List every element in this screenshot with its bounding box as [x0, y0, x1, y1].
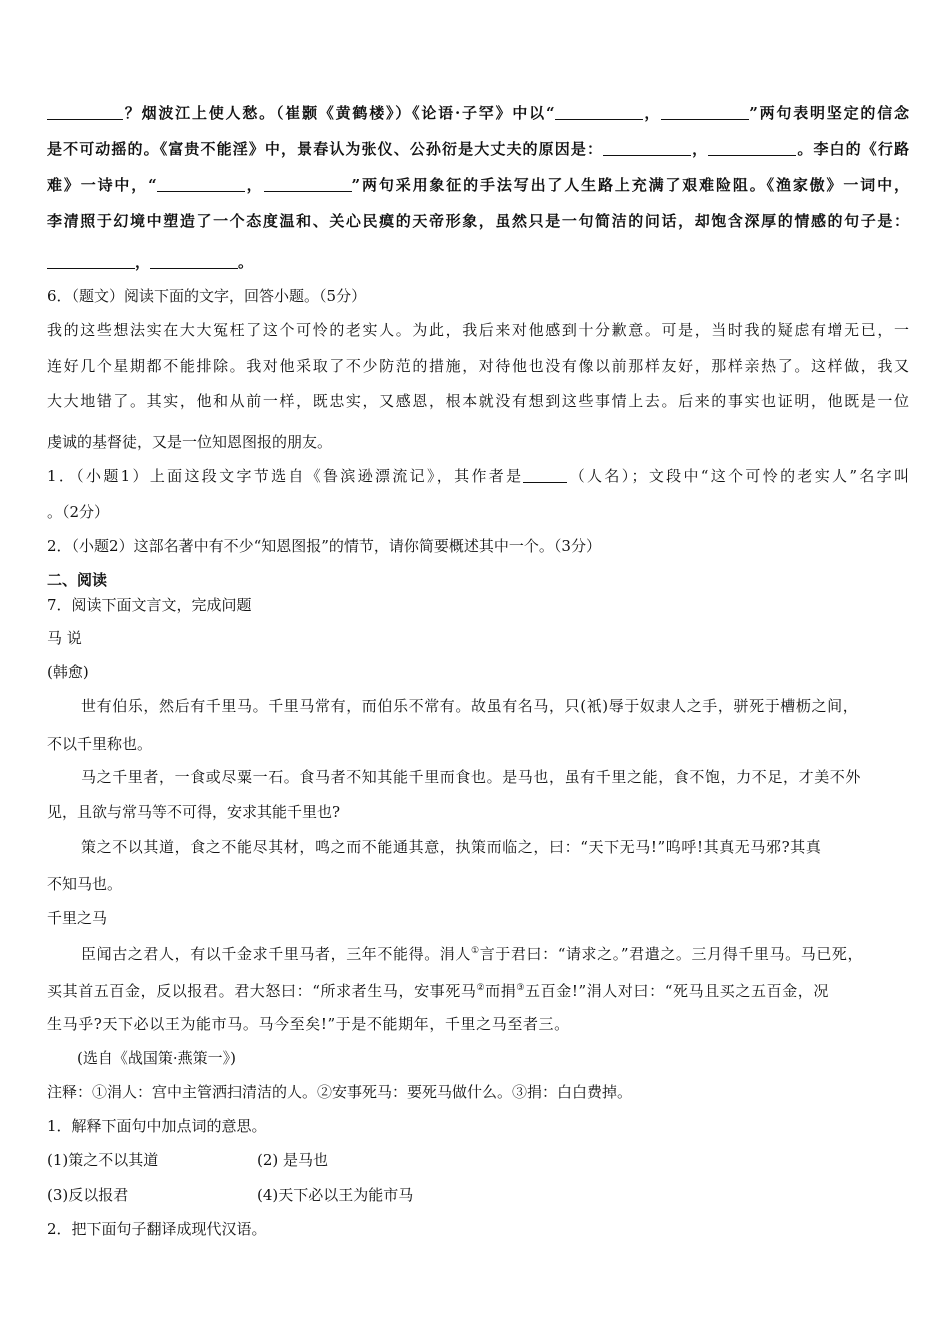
q6-passage-line: 连好几个星期都不能排除。我对他采取了不少防范的措施，对待他也没有像以前那样友好，那样亲热了。这样做，我又	[47, 357, 909, 375]
classical-text-line: 生马乎?天下必以王为能市马。马今至矣!”于是不能期年，千里之马至者三。	[47, 1015, 570, 1033]
answer-blank[interactable]	[150, 254, 238, 269]
classical-text-line: 买其首五百金，反以报君。君大怒曰：“所求者生马，安事死马②而捐③五百金!”涓人对曰：“死马且买之五百金，况	[47, 982, 829, 1000]
classical-text-line: 不以千里称也。	[47, 735, 153, 753]
q6-header: 6．（题文）阅读下面的文字，回答小题。（5分）	[47, 287, 367, 305]
q6-sub1-cont: 。（2分）	[47, 503, 110, 521]
classical-text-line: 策之不以其道，食之不能尽其材，鸣之而不能通其意，执策而临之，曰：“天下无马!”呜呼!其真无马邪?其真	[81, 838, 822, 856]
fill-line-3: 难》一诗中，“ ， ”两句采用象征的手法写出了人生路上充满了艰难险阻。《渔家傲》一词中，	[47, 176, 909, 194]
answer-blank[interactable]	[523, 468, 567, 483]
essay-author: (韩愈)	[47, 663, 89, 681]
footnote-marker: ③	[516, 983, 526, 993]
fill-line-5: ， 。	[47, 252, 253, 272]
essay-title: 马 说	[47, 629, 82, 647]
answer-blank[interactable]	[603, 141, 691, 156]
classical-text-line: 臣闻古之君人，有以千金求千里马者，三年不能得。涓人①言于君曰：“请求之。”君遣之。三月得千里马。马已死，	[81, 945, 864, 963]
footnote-marker: ②	[476, 983, 486, 993]
answer-blank[interactable]	[661, 105, 749, 120]
word-item: (1)策之不以其道	[47, 1151, 159, 1169]
classical-text-line: 见，且欲与常马等不可得，安求其能千里也?	[47, 803, 341, 821]
q6-sub1: 1．（小题1）上面这段文字节选自《鲁滨逊漂流记》，其作者是 （人名）；文段中“这个可怜的老实人”名字叫	[47, 467, 909, 485]
q6-passage-line: 我的这些想法实在大大冤枉了这个可怜的老实人。为此，我后来对他感到十分歉意。可是，当时我的疑虑有增无已，一	[47, 321, 909, 339]
annotations: 注释：①涓人：宫中主管洒扫清洁的人。②安事死马：要死马做什么。③捐：白白费掉。	[47, 1083, 633, 1101]
q6-passage-line: 虔诚的基督徒，又是一位知恩图报的朋友。	[47, 433, 333, 451]
answer-blank[interactable]	[555, 105, 643, 120]
fill-line-2: 是不可动摇的。《富贵不能淫》中，景春认为张仪、公孙衍是大丈夫的原因是： ， 。李白的《行路	[47, 140, 909, 158]
classical-text-line: 马之千里者，一食或尽粟一石。食马者不知其能千里而食也。是马也，虽有千里之能，食不饱，力不足，才美不外	[81, 768, 862, 786]
q6-passage-line: 大大地错了。其实，他和从前一样，既忠实，又感恩，根本就没有想到这些事情上去。后来的事实也证明，他既是一位	[47, 392, 909, 410]
answer-blank[interactable]	[47, 105, 123, 120]
q7-header: 7．阅读下面文言文，完成问题	[47, 596, 252, 614]
fill-line-4: 李清照于幻境中塑造了一个态度温和、关心民瘼的天帝形象，虽然只是一句简洁的问话，却饱含深厚的情感的句子是：	[47, 212, 909, 230]
classical-text-line: 世有伯乐，然后有千里马。千里马常有，而伯乐不常有。故虽有名马，只(衹)辱于奴隶人之手，骈死于槽枥之间，	[81, 697, 859, 715]
passage2-title: 千里之马	[47, 909, 108, 927]
q7-sub1: 1．解释下面句中加点词的意思。	[47, 1117, 267, 1135]
answer-blank[interactable]	[47, 254, 135, 269]
q7-sub2: 2．把下面句子翻译成现代汉语。	[47, 1220, 267, 1238]
q6-sub2: 2．（小题2）这部名著中有不少“知恩图报”的情节，请你简要概述其中一个。（3分）	[47, 537, 601, 555]
answer-blank[interactable]	[264, 177, 352, 192]
footnote-marker: ①	[471, 946, 480, 956]
fill-line-1: ？烟波江上使人愁。（崔颢《黄鹤楼》）《论语·子罕》中以“ ， ”两句表明坚定的信念	[47, 103, 909, 123]
source-citation: (选自《战国策·燕策一》)	[77, 1049, 236, 1067]
word-item: (4)天下必以王为能市马	[257, 1186, 414, 1204]
answer-blank[interactable]	[708, 141, 796, 156]
classical-text-line: 不知马也。	[47, 875, 123, 893]
word-item: (3)反以报君	[47, 1186, 129, 1204]
answer-blank[interactable]	[157, 177, 245, 192]
section-heading: 二、阅读	[47, 571, 108, 589]
word-item: (2) 是马也	[257, 1151, 329, 1169]
